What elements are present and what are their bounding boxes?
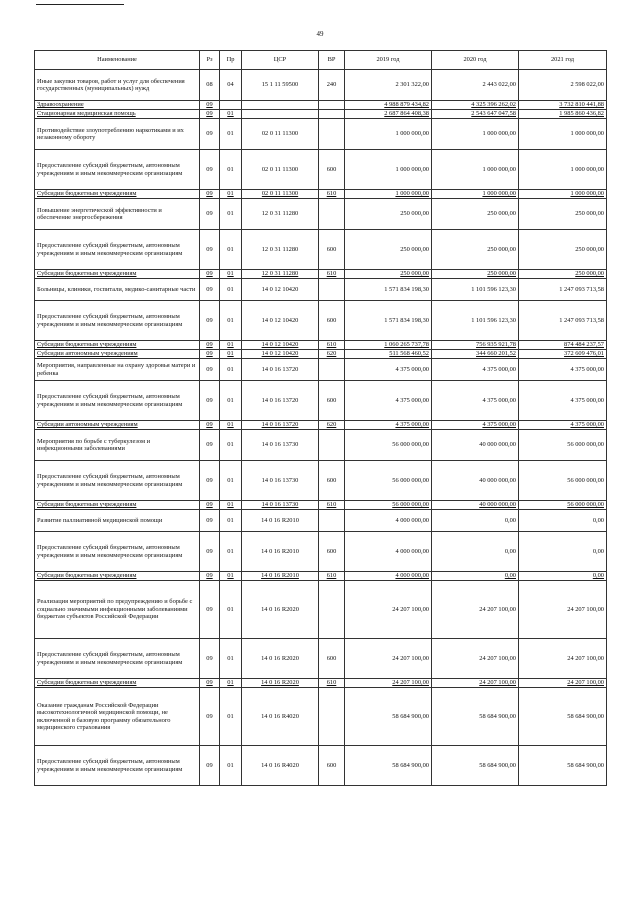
table-row xyxy=(35,532,607,572)
cell-2019: 4 000 000,00 xyxy=(345,510,432,532)
cell-name: Мероприятия по борьбе с туберкулезом и инфекционными заболеваниями xyxy=(35,430,200,461)
cell-2021: 250 000,00 xyxy=(519,199,607,230)
cell-2019: 58 684 900,00 xyxy=(345,746,432,786)
cell-name: Здравоохранение xyxy=(35,101,200,110)
table-body xyxy=(35,70,607,786)
cell-2021: 2 598 022,00 xyxy=(519,70,607,101)
cell-vr xyxy=(319,688,345,746)
cell-2020: 24 207 100,00 xyxy=(432,581,519,639)
cell-name: Предоставление субсидий бюджетным, автономным учреждениям и иным некоммерческим организациям xyxy=(35,461,200,501)
table-row xyxy=(35,639,607,679)
table-header-row xyxy=(35,51,607,70)
table-row xyxy=(35,110,607,119)
cell-vr xyxy=(319,510,345,532)
cell-2020: 24 207 100,00 xyxy=(432,639,519,679)
cell-2021: 24 207 100,00 xyxy=(519,639,607,679)
table-row xyxy=(35,301,607,341)
cell-2020: 756 935 921,78 xyxy=(432,341,519,350)
cell-vr: 620 xyxy=(319,350,345,359)
cell-rz: 09 xyxy=(200,532,220,572)
table-row xyxy=(35,501,607,510)
cell-pr: 01 xyxy=(220,279,242,301)
cell-pr: 01 xyxy=(220,190,242,199)
cell-csr: 14 0 12 10420 xyxy=(242,350,319,359)
cell-pr: 01 xyxy=(220,110,242,119)
cell-2019: 2 687 864 408,38 xyxy=(345,110,432,119)
cell-pr: 01 xyxy=(220,381,242,421)
cell-csr: 02 0 11 11300 xyxy=(242,119,319,150)
col-header-csr: ЦСР xyxy=(242,51,319,70)
cell-2019: 56 000 000,00 xyxy=(345,501,432,510)
table-row xyxy=(35,190,607,199)
cell-csr: 14 0 16 13720 xyxy=(242,421,319,430)
table-row xyxy=(35,581,607,639)
cell-vr xyxy=(319,199,345,230)
cell-csr: 12 0 31 11280 xyxy=(242,199,319,230)
cell-name: Субсидии бюджетным учреждениям xyxy=(35,679,200,688)
cell-2019: 56 000 000,00 xyxy=(345,430,432,461)
cell-vr: 600 xyxy=(319,461,345,501)
cell-pr: 01 xyxy=(220,688,242,746)
cell-rz: 09 xyxy=(200,279,220,301)
cell-2019: 24 207 100,00 xyxy=(345,581,432,639)
cell-csr: 14 0 16 R2020 xyxy=(242,639,319,679)
cell-2021: 24 207 100,00 xyxy=(519,581,607,639)
cell-vr: 610 xyxy=(319,572,345,581)
cell-2021: 1 000 000,00 xyxy=(519,190,607,199)
table-row xyxy=(35,119,607,150)
cell-rz: 09 xyxy=(200,341,220,350)
cell-csr: 14 0 16 R2010 xyxy=(242,532,319,572)
cell-2021: 250 000,00 xyxy=(519,270,607,279)
cell-csr: 12 0 31 11280 xyxy=(242,230,319,270)
cell-vr: 600 xyxy=(319,532,345,572)
cell-name: Больницы, клиники, госпитали, медико-санитарные части xyxy=(35,279,200,301)
cell-rz: 09 xyxy=(200,150,220,190)
cell-2021: 1 247 093 713,58 xyxy=(519,279,607,301)
cell-rz: 09 xyxy=(200,430,220,461)
cell-name: Субсидии автономным учреждениям xyxy=(35,421,200,430)
table-row xyxy=(35,230,607,270)
cell-2021: 1 247 093 713,58 xyxy=(519,301,607,341)
cell-2019: 1 000 000,00 xyxy=(345,119,432,150)
cell-2019: 56 000 000,00 xyxy=(345,461,432,501)
cell-name: Повышение энергетической эффективности и обеспечение энергосбережения xyxy=(35,199,200,230)
cell-2021: 1 000 000,00 xyxy=(519,119,607,150)
cell-pr: 01 xyxy=(220,421,242,430)
cell-csr: 14 0 16 R2010 xyxy=(242,572,319,581)
cell-2021: 0,00 xyxy=(519,510,607,532)
cell-csr: 12 0 31 11280 xyxy=(242,270,319,279)
cell-2021: 56 000 000,00 xyxy=(519,461,607,501)
cell-2019: 1 571 834 198,30 xyxy=(345,279,432,301)
cell-csr: 14 0 16 R4020 xyxy=(242,688,319,746)
col-header-pr: Пр xyxy=(220,51,242,70)
table-row xyxy=(35,199,607,230)
cell-pr: 01 xyxy=(220,501,242,510)
cell-pr: 01 xyxy=(220,639,242,679)
cell-2020: 344 660 201,52 xyxy=(432,350,519,359)
cell-name: Стационарная медицинская помощь xyxy=(35,110,200,119)
cell-csr: 14 0 12 10420 xyxy=(242,301,319,341)
cell-2019: 1 571 834 198,30 xyxy=(345,301,432,341)
cell-2021: 1 000 000,00 xyxy=(519,150,607,190)
col-header-rz: Рз xyxy=(200,51,220,70)
cell-pr: 01 xyxy=(220,581,242,639)
cell-csr: 14 0 16 13720 xyxy=(242,381,319,421)
cell-vr xyxy=(319,101,345,110)
cell-rz: 09 xyxy=(200,359,220,381)
cell-2021: 56 000 000,00 xyxy=(519,501,607,510)
cell-2019: 4 375 000,00 xyxy=(345,421,432,430)
cell-name: Реализация мероприятий по предупреждению и борьбе с социально значимыми инфекционными заболеваниями бюджетам субъектов Российской Федерации xyxy=(35,581,200,639)
cell-pr: 01 xyxy=(220,119,242,150)
cell-2020: 4 325 396 262,02 xyxy=(432,101,519,110)
table-row xyxy=(35,359,607,381)
cell-vr: 600 xyxy=(319,230,345,270)
cell-pr: 01 xyxy=(220,461,242,501)
cell-vr: 610 xyxy=(319,341,345,350)
cell-rz: 09 xyxy=(200,581,220,639)
cell-vr: 600 xyxy=(319,746,345,786)
cell-vr: 610 xyxy=(319,501,345,510)
cell-name: Иные закупки товаров, работ и услуг для обеспечения государственных (муниципальных) нужд xyxy=(35,70,200,101)
cell-2020: 4 375 000,00 xyxy=(432,381,519,421)
cell-pr xyxy=(220,101,242,110)
col-header-vr: ВР xyxy=(319,51,345,70)
cell-name: Предоставление субсидий бюджетным, автономным учреждениям и иным некоммерческим организациям xyxy=(35,150,200,190)
cell-vr: 610 xyxy=(319,270,345,279)
page-number: 49 xyxy=(316,30,324,38)
cell-name: Субсидии бюджетным учреждениям xyxy=(35,190,200,199)
cell-2020: 4 375 000,00 xyxy=(432,421,519,430)
cell-name: Субсидии автономным учреждениям xyxy=(35,350,200,359)
budget-table xyxy=(34,50,607,786)
cell-rz: 09 xyxy=(200,746,220,786)
table-row xyxy=(35,70,607,101)
cell-2020: 1 101 596 123,30 xyxy=(432,301,519,341)
cell-2019: 2 301 322,00 xyxy=(345,70,432,101)
cell-vr: 610 xyxy=(319,190,345,199)
cell-2021: 58 684 900,00 xyxy=(519,688,607,746)
col-header-name: Наименование xyxy=(35,51,200,70)
cell-rz: 09 xyxy=(200,679,220,688)
table-row xyxy=(35,341,607,350)
cell-name: Предоставление субсидий бюджетным, автономным учреждениям и иным некоммерческим организациям xyxy=(35,301,200,341)
cell-csr: 14 0 16 R4020 xyxy=(242,746,319,786)
table-row xyxy=(35,421,607,430)
table-row xyxy=(35,461,607,501)
cell-vr xyxy=(319,110,345,119)
cell-name: Предоставление субсидий бюджетным, автономным учреждениям и иным некоммерческим организациям xyxy=(35,230,200,270)
cell-vr xyxy=(319,359,345,381)
col-header-2019: 2019 год xyxy=(345,51,432,70)
cell-pr: 01 xyxy=(220,746,242,786)
cell-rz: 09 xyxy=(200,461,220,501)
cell-2019: 24 207 100,00 xyxy=(345,679,432,688)
cell-name: Предоставление субсидий бюджетным, автономным учреждениям и иным некоммерческим организациям xyxy=(35,532,200,572)
cell-rz: 09 xyxy=(200,119,220,150)
table-row xyxy=(35,270,607,279)
cell-rz: 09 xyxy=(200,101,220,110)
cell-2021: 4 375 000,00 xyxy=(519,359,607,381)
cell-rz: 09 xyxy=(200,301,220,341)
cell-name: Противодействие злоупотреблению наркотиками и их незаконному обороту xyxy=(35,119,200,150)
cell-2020: 24 207 100,00 xyxy=(432,679,519,688)
cell-2020: 58 684 900,00 xyxy=(432,688,519,746)
cell-rz: 09 xyxy=(200,639,220,679)
top-rule xyxy=(36,4,124,5)
cell-csr: 14 0 16 13730 xyxy=(242,430,319,461)
cell-vr: 600 xyxy=(319,301,345,341)
cell-2021: 874 484 237,57 xyxy=(519,341,607,350)
cell-csr xyxy=(242,110,319,119)
table-row xyxy=(35,510,607,532)
cell-csr: 14 0 16 13730 xyxy=(242,461,319,501)
cell-rz: 09 xyxy=(200,381,220,421)
cell-vr: 610 xyxy=(319,679,345,688)
cell-vr: 600 xyxy=(319,381,345,421)
table-row xyxy=(35,381,607,421)
table-row xyxy=(35,688,607,746)
cell-pr: 01 xyxy=(220,150,242,190)
cell-2020: 1 101 596 123,30 xyxy=(432,279,519,301)
cell-name: Предоставление субсидий бюджетным, автономным учреждениям и иным некоммерческим организациям xyxy=(35,639,200,679)
cell-rz: 09 xyxy=(200,688,220,746)
cell-vr xyxy=(319,430,345,461)
cell-name: Мероприятия, направленные на охрану здоровья матери и ребенка xyxy=(35,359,200,381)
cell-pr: 04 xyxy=(220,70,242,101)
cell-vr xyxy=(319,581,345,639)
cell-pr: 01 xyxy=(220,270,242,279)
cell-2020: 1 000 000,00 xyxy=(432,190,519,199)
cell-name: Оказание гражданам Российской Федерации высокотехнологичной медицинской помощи, не включенной в базовую программу обязательного медицинского страхования xyxy=(35,688,200,746)
col-header-2020: 2020 год xyxy=(432,51,519,70)
table-row xyxy=(35,746,607,786)
cell-2020: 4 375 000,00 xyxy=(432,359,519,381)
cell-csr xyxy=(242,101,319,110)
table-row xyxy=(35,150,607,190)
table-row xyxy=(35,430,607,461)
cell-2020: 2 443 022,00 xyxy=(432,70,519,101)
cell-pr: 01 xyxy=(220,359,242,381)
cell-2020: 0,00 xyxy=(432,510,519,532)
table-row xyxy=(35,679,607,688)
cell-2020: 0,00 xyxy=(432,532,519,572)
cell-pr: 01 xyxy=(220,679,242,688)
cell-2021: 3 732 810 441,88 xyxy=(519,101,607,110)
cell-rz: 09 xyxy=(200,230,220,270)
cell-2020: 58 684 900,00 xyxy=(432,746,519,786)
cell-pr: 01 xyxy=(220,230,242,270)
cell-rz: 09 xyxy=(200,572,220,581)
cell-vr: 620 xyxy=(319,421,345,430)
table-row xyxy=(35,350,607,359)
cell-rz: 08 xyxy=(200,70,220,101)
cell-name: Субсидии бюджетным учреждениям xyxy=(35,572,200,581)
cell-2021: 0,00 xyxy=(519,532,607,572)
cell-2019: 250 000,00 xyxy=(345,270,432,279)
cell-2021: 56 000 000,00 xyxy=(519,430,607,461)
cell-2021: 0,00 xyxy=(519,572,607,581)
cell-name: Субсидии бюджетным учреждениям xyxy=(35,270,200,279)
cell-2021: 24 207 100,00 xyxy=(519,679,607,688)
cell-vr: 600 xyxy=(319,150,345,190)
cell-2019: 24 207 100,00 xyxy=(345,639,432,679)
cell-csr: 15 1 11 59500 xyxy=(242,70,319,101)
cell-pr: 01 xyxy=(220,199,242,230)
col-header-2021: 2021 год xyxy=(519,51,607,70)
cell-csr: 14 0 12 10420 xyxy=(242,279,319,301)
cell-csr: 14 0 16 13730 xyxy=(242,501,319,510)
cell-2019: 4 000 000,00 xyxy=(345,572,432,581)
cell-rz: 09 xyxy=(200,270,220,279)
cell-2020: 250 000,00 xyxy=(432,199,519,230)
cell-2019: 511 568 460,52 xyxy=(345,350,432,359)
cell-2019: 1 000 000,00 xyxy=(345,190,432,199)
cell-name: Субсидии бюджетным учреждениям xyxy=(35,341,200,350)
cell-name: Развитие паллиативной медицинской помощи xyxy=(35,510,200,532)
cell-csr: 14 0 16 R2010 xyxy=(242,510,319,532)
cell-rz: 09 xyxy=(200,190,220,199)
cell-rz: 09 xyxy=(200,501,220,510)
cell-2020: 250 000,00 xyxy=(432,270,519,279)
cell-csr: 14 0 16 R2020 xyxy=(242,581,319,639)
cell-2020: 0,00 xyxy=(432,572,519,581)
cell-csr: 14 0 12 10420 xyxy=(242,341,319,350)
cell-2021: 1 985 860 436,82 xyxy=(519,110,607,119)
table-row xyxy=(35,572,607,581)
cell-rz: 09 xyxy=(200,350,220,359)
cell-csr: 02 0 11 11300 xyxy=(242,150,319,190)
table-row xyxy=(35,279,607,301)
cell-2019: 4 000 000,00 xyxy=(345,532,432,572)
cell-pr: 01 xyxy=(220,430,242,461)
cell-2019: 4 375 000,00 xyxy=(345,381,432,421)
cell-name: Предоставление субсидий бюджетным, автономным учреждениям и иным некоммерческим организациям xyxy=(35,381,200,421)
cell-pr: 01 xyxy=(220,572,242,581)
cell-2019: 4 988 879 434,82 xyxy=(345,101,432,110)
cell-2019: 1 060 265 737,78 xyxy=(345,341,432,350)
cell-2021: 4 375 000,00 xyxy=(519,421,607,430)
cell-2021: 58 684 900,00 xyxy=(519,746,607,786)
cell-pr: 01 xyxy=(220,341,242,350)
cell-2020: 40 000 000,00 xyxy=(432,430,519,461)
cell-2020: 1 000 000,00 xyxy=(432,150,519,190)
cell-2019: 250 000,00 xyxy=(345,199,432,230)
cell-2020: 40 000 000,00 xyxy=(432,461,519,501)
cell-2019: 58 684 900,00 xyxy=(345,688,432,746)
cell-vr: 240 xyxy=(319,70,345,101)
cell-vr: 600 xyxy=(319,639,345,679)
cell-csr: 14 0 16 R2020 xyxy=(242,679,319,688)
table-row xyxy=(35,101,607,110)
cell-2020: 40 000 000,00 xyxy=(432,501,519,510)
cell-name: Субсидии бюджетным учреждениям xyxy=(35,501,200,510)
cell-2021: 250 000,00 xyxy=(519,230,607,270)
cell-2020: 1 000 000,00 xyxy=(432,119,519,150)
cell-rz: 09 xyxy=(200,421,220,430)
cell-vr xyxy=(319,119,345,150)
cell-2021: 372 609 476,01 xyxy=(519,350,607,359)
cell-name: Предоставление субсидий бюджетным, автономным учреждениям и иным некоммерческим организациям xyxy=(35,746,200,786)
cell-pr: 01 xyxy=(220,301,242,341)
cell-2020: 2 543 647 047,58 xyxy=(432,110,519,119)
cell-rz: 09 xyxy=(200,199,220,230)
cell-2020: 250 000,00 xyxy=(432,230,519,270)
cell-rz: 09 xyxy=(200,510,220,532)
cell-2019: 250 000,00 xyxy=(345,230,432,270)
cell-vr xyxy=(319,279,345,301)
cell-2019: 1 000 000,00 xyxy=(345,150,432,190)
cell-rz: 09 xyxy=(200,110,220,119)
cell-pr: 01 xyxy=(220,510,242,532)
cell-2019: 4 375 000,00 xyxy=(345,359,432,381)
cell-pr: 01 xyxy=(220,350,242,359)
cell-csr: 02 0 11 11300 xyxy=(242,190,319,199)
cell-csr: 14 0 16 13720 xyxy=(242,359,319,381)
cell-pr: 01 xyxy=(220,532,242,572)
cell-2021: 4 375 000,00 xyxy=(519,381,607,421)
